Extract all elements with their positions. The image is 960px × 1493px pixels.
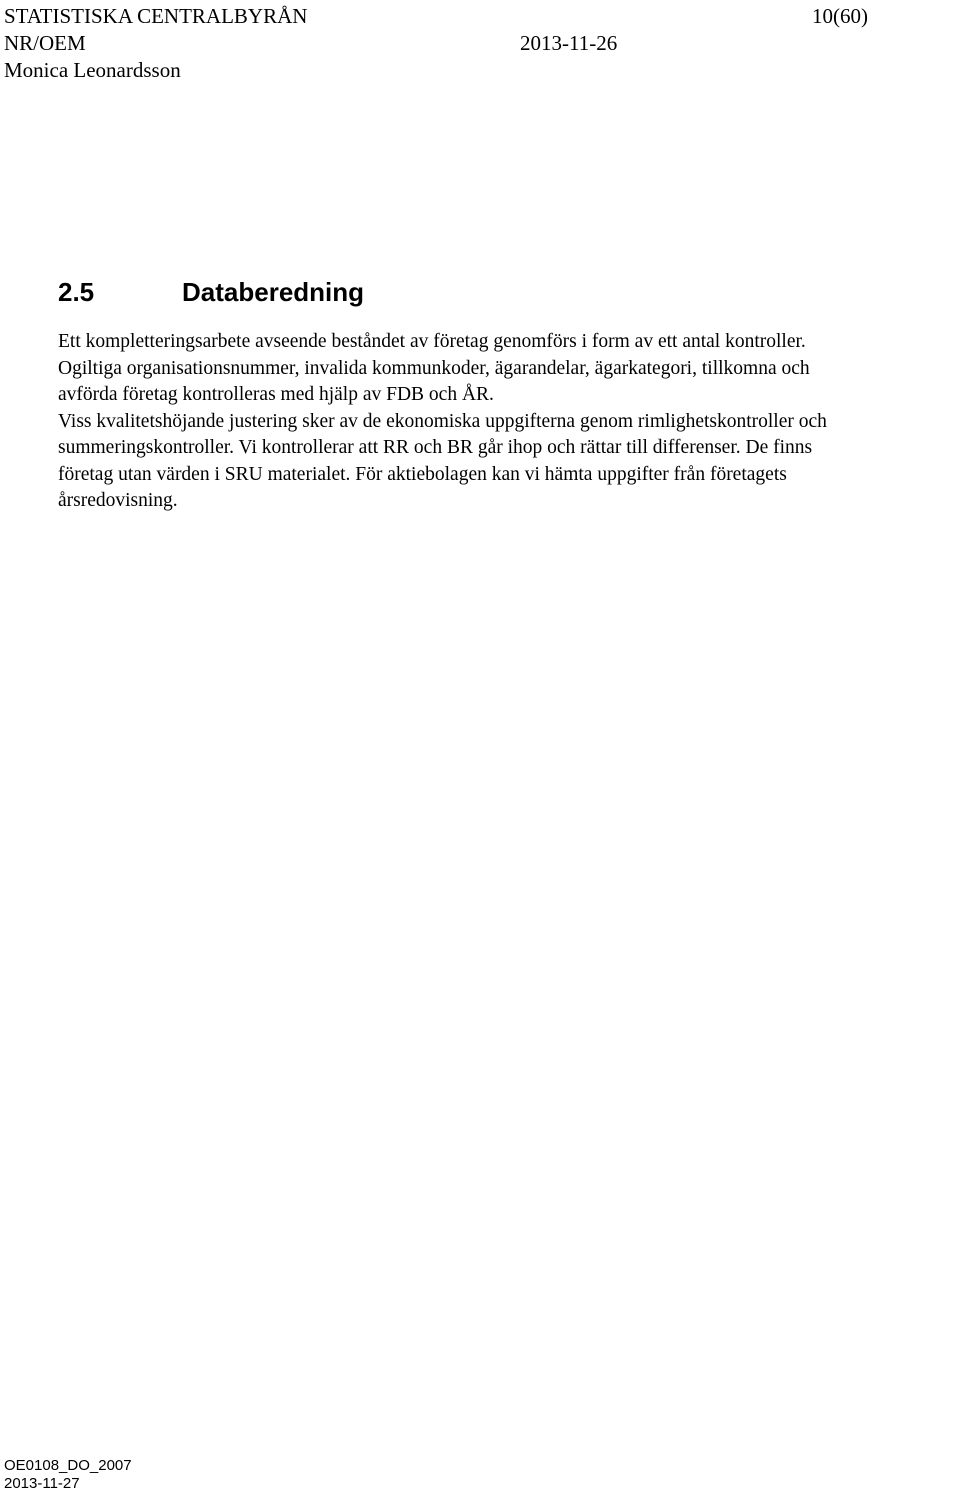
- text-line: företag utan värden i SRU materialet. För aktiebolagen kan vi hämta uppgifter från företagets: [58, 463, 787, 485]
- text-line: Ogiltiga organisationsnummer, invalida kommunkoder, ägarandelar, ägarkategori, tillkomna och: [58, 357, 810, 379]
- text-line: avförda företag kontrolleras med hjälp av FDB och ÅR.: [58, 384, 494, 405]
- section-title: Databeredning: [182, 277, 365, 307]
- body-paragraph: [58, 329, 958, 515]
- page-number: 10(60): [812, 4, 868, 28]
- text-line: årsredovisning.: [58, 490, 178, 511]
- footer-date: 2013-11-27: [4, 1475, 80, 1492]
- author-name: Monica Leonardsson: [4, 58, 181, 82]
- text-line: Viss kvalitetshöjande justering sker av de ekonomiska uppgifterna genom rimlighetskontroller och: [58, 410, 827, 432]
- text-line: Ett kompletteringsarbete avseende beståndet av företag genomförs i form av ett antal kontroller.: [58, 331, 806, 352]
- section-heading: [58, 276, 364, 308]
- section-number: 2.5: [58, 277, 95, 307]
- organization-name: STATISTISKA CENTRALBYRÅN: [4, 4, 308, 28]
- form-code: OE0108_DO_2007: [4, 1457, 132, 1474]
- text-line: summeringskontroller. Vi kontrollerar att RR och BR går ihop och rättar till differenser. De finns: [58, 437, 813, 458]
- document-date: 2013-11-26: [520, 31, 618, 55]
- department-code: NR/OEM: [4, 31, 86, 55]
